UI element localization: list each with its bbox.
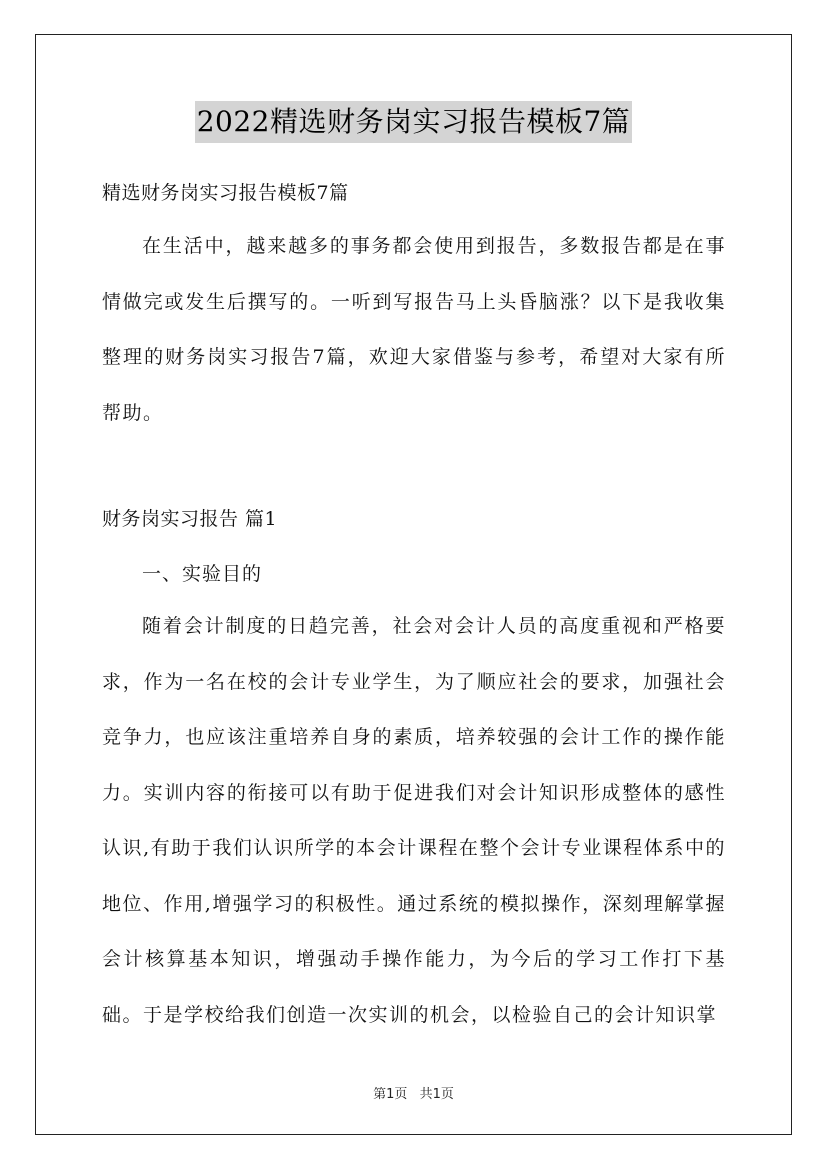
- page-number: 第1页: [373, 1087, 408, 1102]
- page-total: 共1页: [419, 1087, 454, 1102]
- intro-paragraph: 在生活中，越来越多的事务都会使用到报告，多数报告都是在事情做完或发生后撰写的。一听到写报告马上头昏脑涨？以下是我收集整理的财务岗实习报告7篇，欢迎大家借鉴与参考，希望对大家有所帮助。: [102, 235, 726, 424]
- section-body-paragraph: 随着会计制度的日趋完善，社会对会计人员的高度重视和严格要求，作为一名在校的会计专业学生，为了顺应社会的要求，加强社会竞争力，也应该注重培养自身的素质，培养较强的会计工作的操作能力。实训内容的衔接可以有助于促进我们对会计知识形成整体的感性认识,有助于我们认识所学的本会计课程在整个会计专业课程体系中的地位、作用,增强学习的积极性。通过系统的模拟操作，深刻理解掌握会计核算基本知识，增强动手操作能力，为今后的学习工作打下基础。于是学校给我们创造一次实训的机会，以检验自己的会计知识掌: [102, 615, 726, 1026]
- document-subtitle: 精选财务岗实习报告模板7篇: [102, 182, 349, 204]
- document-title: 2022精选财务岗实习报告模板7篇: [195, 101, 633, 143]
- section-heading: 财务岗实习报告 篇1: [102, 508, 278, 530]
- sub-heading: 一、实验目的: [142, 563, 263, 585]
- title-container: [0, 101, 827, 143]
- page-footer: [0, 1083, 827, 1102]
